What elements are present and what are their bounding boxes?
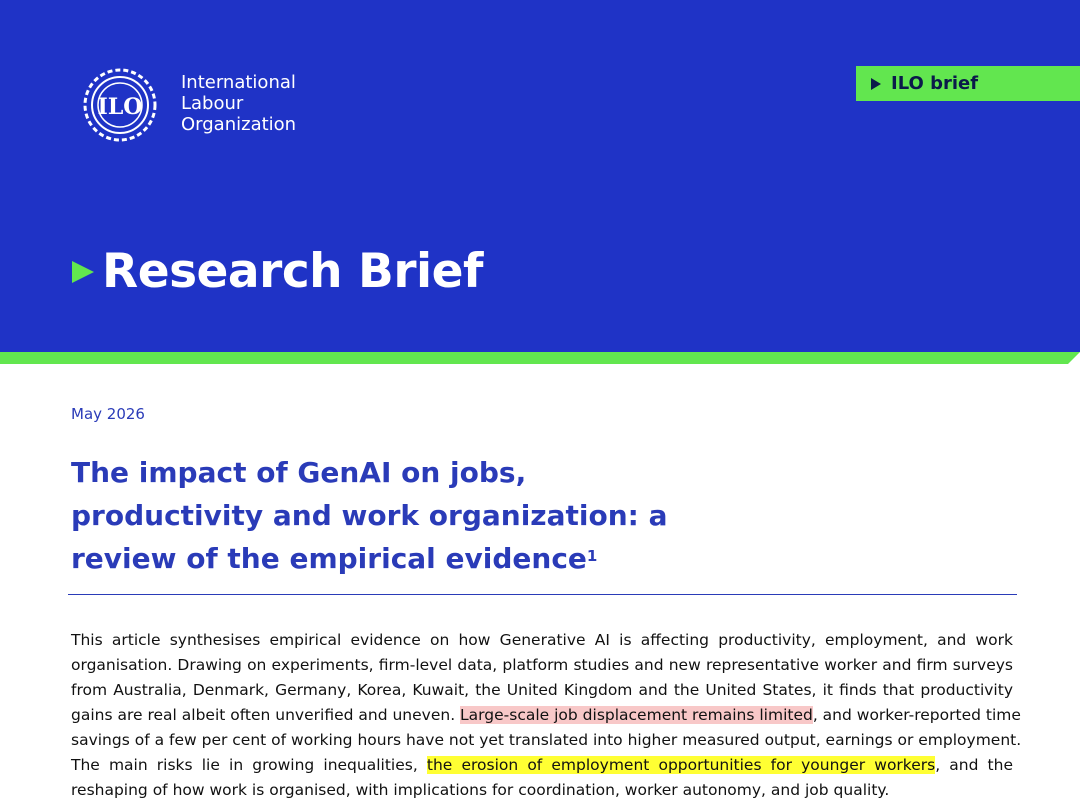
footnote-marker: 1	[586, 547, 598, 565]
abstract-text: reshaping of how work is organised, with implications for coordination, worker autonomy, and job quality.	[71, 781, 890, 799]
abstract-line	[71, 753, 1013, 778]
abstract-text: , and the	[935, 756, 1013, 774]
title-line-3	[71, 537, 971, 580]
highlighted-text: Large-scale job displacement remains limited	[460, 706, 813, 724]
abstract-line	[71, 778, 1013, 803]
abstract-text: , and worker-reported time	[812, 706, 1021, 724]
title-line-1: The impact of GenAI on jobs,	[71, 456, 527, 489]
banner-title: Research Brief	[102, 244, 483, 299]
org-name-line-3: Organization	[181, 114, 297, 135]
abstract-line	[71, 653, 1013, 678]
abstract-text: savings of a few per cent of working hours have not yet translated into higher measured output, earnings or employment.	[71, 731, 1022, 749]
abstract-line	[71, 628, 1013, 653]
org-name	[181, 72, 296, 135]
play-triangle-icon	[72, 261, 94, 283]
research-brief-heading	[72, 240, 483, 304]
ilo-emblem-logo	[72, 64, 168, 146]
highlighted-text: the erosion of employment opportunities for younger workers	[426, 756, 936, 774]
org-name-line-2: Labour	[181, 93, 244, 114]
tag-label: ILO brief	[891, 73, 979, 94]
abstract-text: This article synthesises empirical evidence on how Generative AI is affecting productivity, employment, and work	[71, 631, 1013, 649]
emblem-letters: ILO	[97, 94, 143, 120]
document-title	[71, 451, 971, 580]
title-divider	[68, 594, 1017, 595]
title-line-2: productivity and work organization: a	[71, 499, 668, 532]
abstract-text: gains are real albeit often unverified and uneven.	[71, 706, 461, 724]
abstract-line	[71, 703, 1021, 728]
abstract-text: organisation. Drawing on experiments, firm-level data, platform studies and new representative worker and firm surveys	[71, 656, 1013, 674]
publication-date: May 2026	[71, 405, 145, 423]
abstract-paragraph	[71, 628, 1022, 803]
abstract-line	[71, 678, 1013, 703]
play-triangle-icon	[871, 78, 881, 90]
banner-accent-strip	[0, 352, 1080, 364]
abstract-text: The main risks lie in growing inequalities,	[71, 756, 427, 774]
abstract-line	[71, 728, 1022, 753]
org-name-line-1: International	[181, 72, 296, 93]
ilo-brief-tag	[856, 66, 1080, 101]
title-line-3-text: review of the empirical evidence	[71, 542, 587, 575]
abstract-text: from Australia, Denmark, Germany, Korea, Kuwait, the United Kingdom and the United States, it finds that productivity	[71, 681, 1013, 699]
